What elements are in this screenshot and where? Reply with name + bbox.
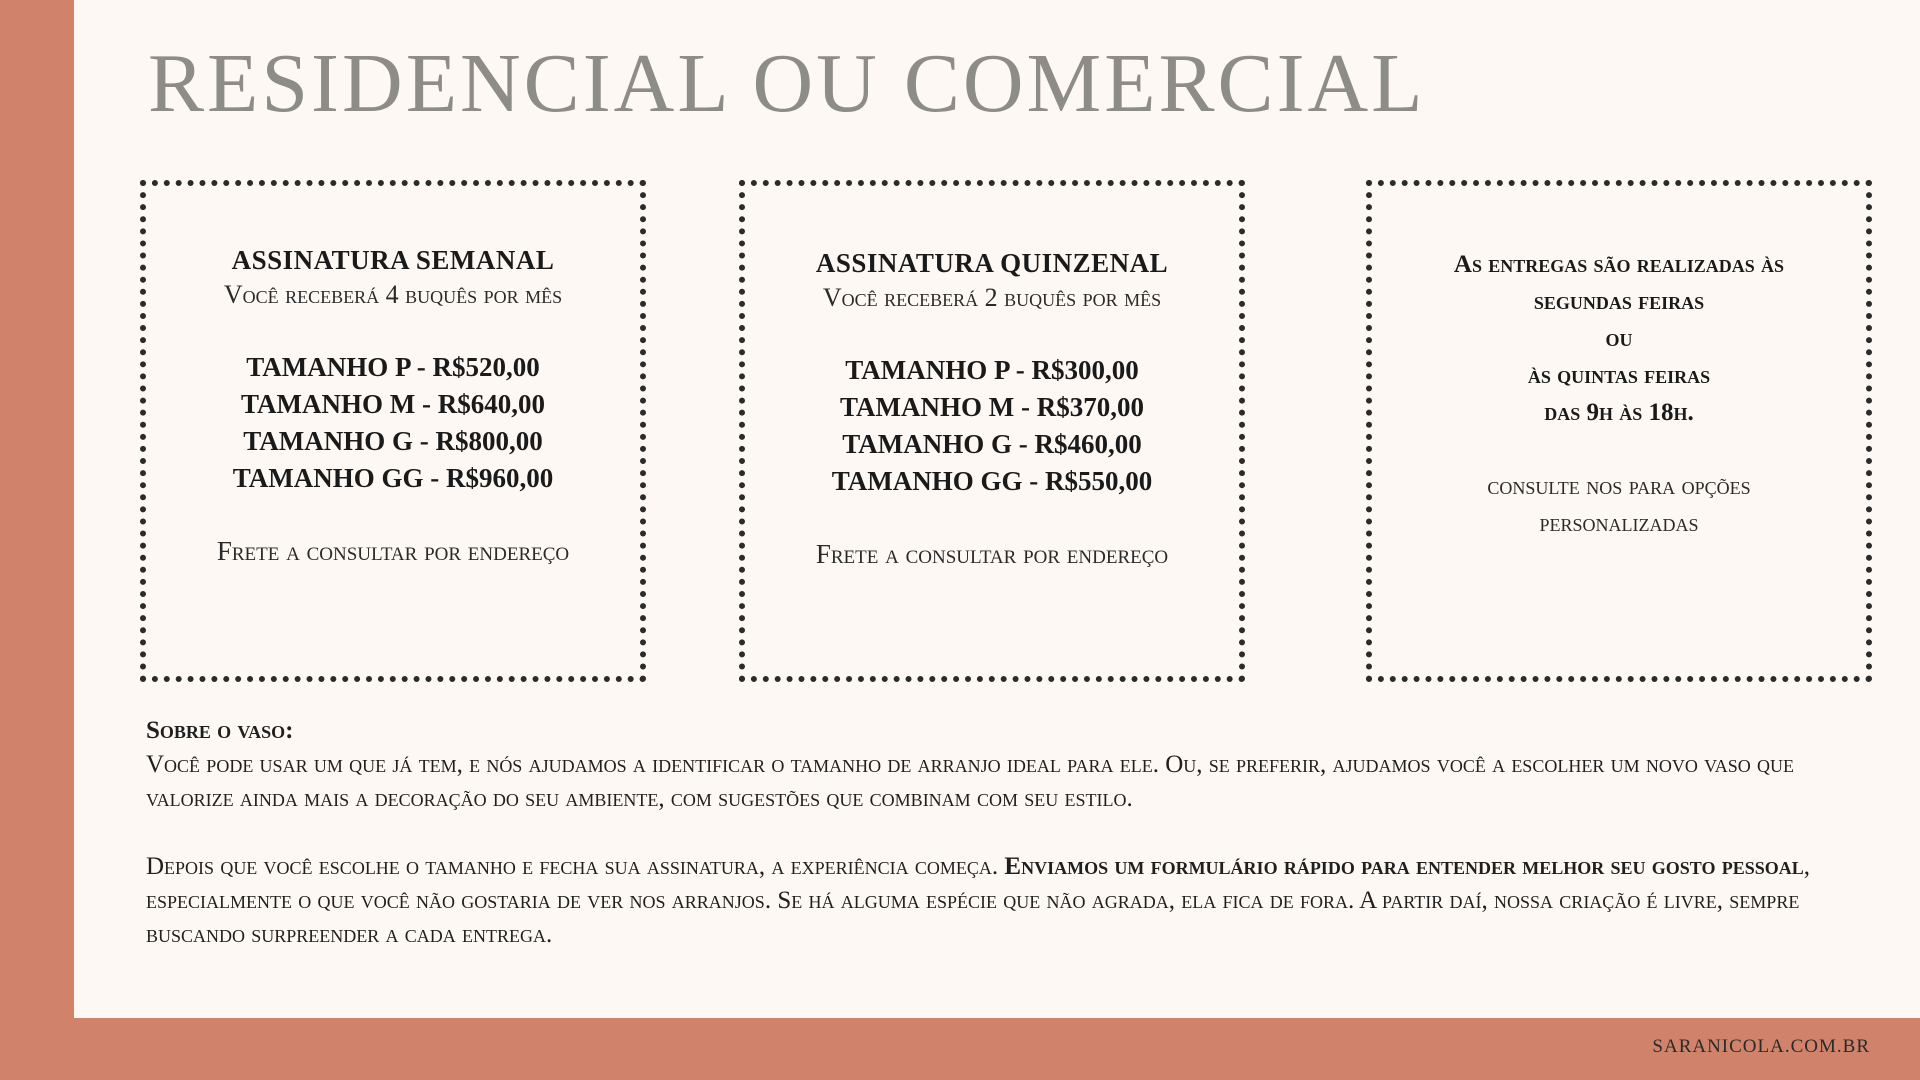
plan-card-quinzenal	[739, 180, 1245, 682]
delivery-info-card	[1366, 180, 1872, 682]
about-vase-section	[146, 714, 1856, 952]
plan-card-semanal	[140, 180, 646, 682]
plan-subtitle: Você receberá 2 buquês por mês	[822, 283, 1162, 312]
left-accent-band	[0, 0, 74, 1080]
shipping-note: Frete a consultar por endereço	[815, 539, 1169, 569]
consult-note: consulte nos para opções personalizadas	[1487, 471, 1751, 537]
price-list	[146, 349, 640, 497]
delivery-line: às quintas feiras	[1527, 362, 1711, 389]
price-item: TAMANHO P - R$300,00	[845, 355, 1139, 385]
price-item: TAMANHO M - R$640,00	[241, 389, 545, 419]
about-paragraph-2-highlight: Enviamos um formulário rápido para entender melhor seu gosto pessoal	[1004, 853, 1804, 880]
site-url-link[interactable]: SARANICOLA.COM.BR	[1652, 1036, 1870, 1057]
plan-title: ASSINATURA QUINZENAL	[815, 248, 1169, 278]
price-item: TAMANHO GG - R$550,00	[831, 466, 1153, 496]
plan-title: ASSINATURA SEMANAL	[231, 245, 555, 275]
price-item: TAMANHO P - R$520,00	[246, 352, 540, 382]
about-paragraph-2	[146, 850, 1856, 952]
delivery-line: ou	[1605, 325, 1633, 352]
about-paragraph-1: Você pode usar um que já tem, e nós ajudamos a identificar o tamanho de arranjo ideal para ele. Ou, se preferir, ajudamos você a escolher um novo vaso que valorize ainda mais a decoração do seu ambiente, com sugestões que combinam com seu estilo.	[146, 751, 1795, 812]
delivery-line: das 9h às 18h.	[1544, 399, 1694, 426]
price-list	[745, 352, 1239, 500]
plan-card-content	[745, 246, 1239, 572]
footer-band	[0, 1018, 1920, 1080]
about-paragraph-2-end: , especialmente o que você não gostaria de ver nos arranjos. Se há alguma espécie que não agrada, ela fica de fora. A partir daí, nossa criação é livre, sempre buscando surpreender a cada entrega.	[146, 853, 1810, 948]
delivery-line: segundas feiras	[1533, 288, 1705, 315]
shipping-note: Frete a consultar por endereço	[216, 536, 570, 566]
plan-card-content	[146, 243, 640, 569]
page-title: RESIDENCIAL OU COMERCIAL	[148, 37, 1426, 130]
price-item: TAMANHO M - R$370,00	[840, 392, 1144, 422]
about-heading: Sobre o vaso:	[146, 717, 294, 744]
price-item: TAMANHO GG - R$960,00	[232, 463, 554, 493]
price-item: TAMANHO G - R$460,00	[842, 429, 1142, 459]
delivery-info-content	[1372, 246, 1866, 541]
price-item: TAMANHO G - R$800,00	[243, 426, 543, 456]
plan-subtitle: Você receberá 4 buquês por mês	[223, 280, 563, 309]
delivery-line: As entregas são realizadas às	[1453, 251, 1785, 278]
about-paragraph-2-start: Depois que você escolhe o tamanho e fecha sua assinatura, a experiência começa.	[146, 853, 1005, 880]
